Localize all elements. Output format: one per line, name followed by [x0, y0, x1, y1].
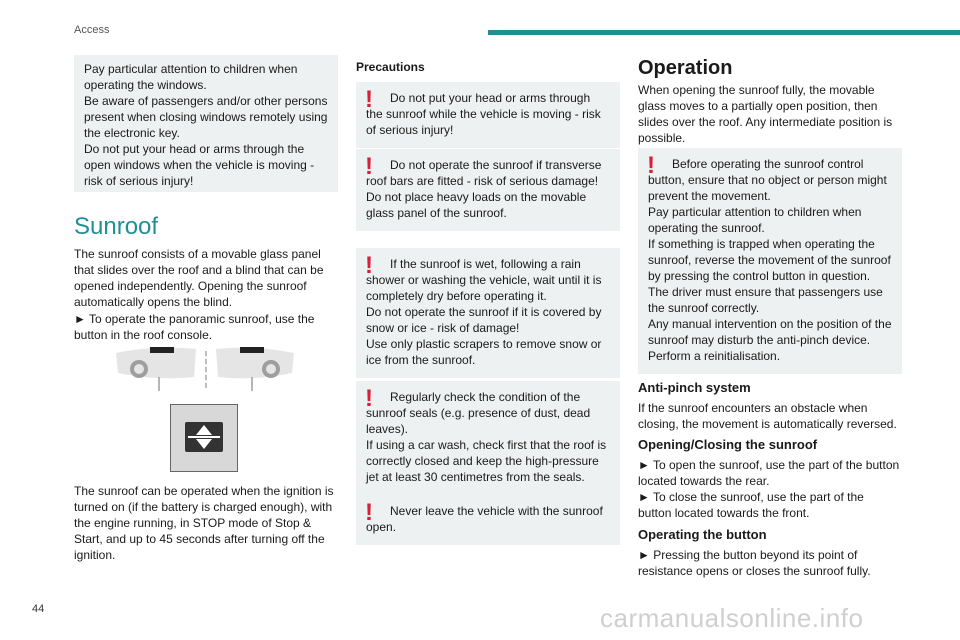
- warning-text: Do not place heavy loads on the movable glass panel of the sunroof.: [366, 190, 587, 220]
- warning-text: If using a car wash, check first that the roof is correctly closed and keep the high-pressure jet at least 30 centimetres from the seals.: [366, 438, 607, 484]
- warning-icon: !: [365, 153, 373, 180]
- info-text: Do not put your head or arms through the open windows when the vehicle is moving - risk of serious injury!: [84, 142, 315, 188]
- warning-box: [356, 381, 620, 495]
- page-number: 44: [32, 603, 45, 615]
- operating-button-heading: Operating the button: [638, 527, 767, 542]
- steering-wheel-icon: [262, 360, 280, 378]
- close-instruction: ► To close the sunroof, use the part of the button located towards the front.: [638, 490, 864, 520]
- warning-text: If something is trapped when operating the sunroof, reverse the movement of the sunroof by pressing the control button in question.: [648, 237, 891, 283]
- anti-pinch-heading: Anti-pinch system: [638, 380, 751, 395]
- sunroof-intro: The sunroof consists of a movable glass panel that slides over the roof and a blind that can be opened independently. Opening the sunroof automatically opens the blind.: [74, 247, 324, 309]
- warning-text: Do not operate the sunroof if transverse roof bars are fitted - risk of serious damage!: [366, 158, 602, 188]
- warning-text: Perform a reinitialisation.: [648, 349, 781, 363]
- warning-text: Any manual intervention on the position of the sunroof may disturb the anti-pinch device.: [648, 317, 892, 347]
- warning-box: [356, 248, 620, 378]
- warning-text: Do not operate the sunroof if it is covered by snow or ice - risk of damage!: [366, 305, 602, 335]
- warning-text: Use only plastic scrapers to remove snow or ice from the sunroof.: [366, 337, 602, 367]
- open-instruction: ► To open the sunroof, use the part of the button located towards the rear.: [638, 458, 900, 488]
- operating-button-text: ► Pressing the button beyond its point of resistance opens or closes the sunroof fully.: [638, 548, 871, 578]
- sunroof-conditions: The sunroof can be operated when the ignition is turned on (if the battery is charged enough), with the engine running, in STOP mode of Stop & Start, and up to 45 seconds after turning off the ignition.: [74, 484, 334, 562]
- anti-pinch-text: If the sunroof encounters an obstacle when closing, the movement is automatically reversed.: [638, 401, 897, 431]
- warning-text: Do not put your head or arms through the sunroof while the vehicle is moving - risk of serious injury!: [366, 91, 601, 137]
- warning-box: [638, 148, 902, 374]
- warning-icon: !: [365, 252, 373, 279]
- info-text: Pay particular attention to children when operating the windows.: [84, 62, 298, 92]
- section-title-sunroof: Sunroof: [74, 213, 159, 240]
- console-slot-left: [150, 347, 174, 353]
- steering-wheel-icon: [130, 360, 148, 378]
- warning-text: Never leave the vehicle with the sunroof open.: [366, 504, 603, 534]
- sunroof-button-illustration: [170, 404, 238, 472]
- section-header: Access: [74, 24, 110, 36]
- precautions-heading: Precautions: [356, 60, 425, 74]
- open-close-heading: Opening/Closing the sunroof: [638, 437, 818, 452]
- operation-intro: When opening the sunroof fully, the movable glass moves to a partially open position, then slides over the roof. Any intermediate position is possible.: [638, 83, 893, 145]
- warning-icon: !: [647, 152, 655, 179]
- console-slot-right: [240, 347, 264, 353]
- roof-console-illustration: [114, 343, 298, 395]
- section-title-operation: Operation: [638, 57, 733, 79]
- warning-text: If the sunroof is wet, following a rain shower or washing the vehicle, wait until it is completely dry before operating it.: [366, 257, 602, 303]
- header-accent-bar: [488, 30, 960, 35]
- info-box: [74, 55, 338, 192]
- warning-icon: !: [365, 86, 373, 113]
- watermark: carmanualsonline.info: [600, 603, 864, 633]
- info-text: Be aware of passengers and/or other persons present when closing windows remotely using the electronic key.: [84, 94, 328, 140]
- warning-box: [356, 82, 620, 148]
- warning-icon: !: [365, 385, 373, 412]
- warning-text: Before operating the sunroof control button, ensure that no object or person might prevent the movement.: [648, 157, 887, 203]
- warning-icon: !: [365, 499, 373, 526]
- sunroof-instruction: ► To operate the panoramic sunroof, use the button in the roof console.: [74, 312, 315, 342]
- warning-text: Regularly check the condition of the sunroof seals (e.g. presence of dust, dead leaves).: [366, 390, 591, 436]
- warning-text: Pay particular attention to children when operating the sunroof.: [648, 205, 862, 235]
- warning-box: [356, 495, 620, 545]
- warning-text: The driver must ensure that passengers use the sunroof correctly.: [648, 285, 883, 315]
- warning-box: [356, 149, 620, 231]
